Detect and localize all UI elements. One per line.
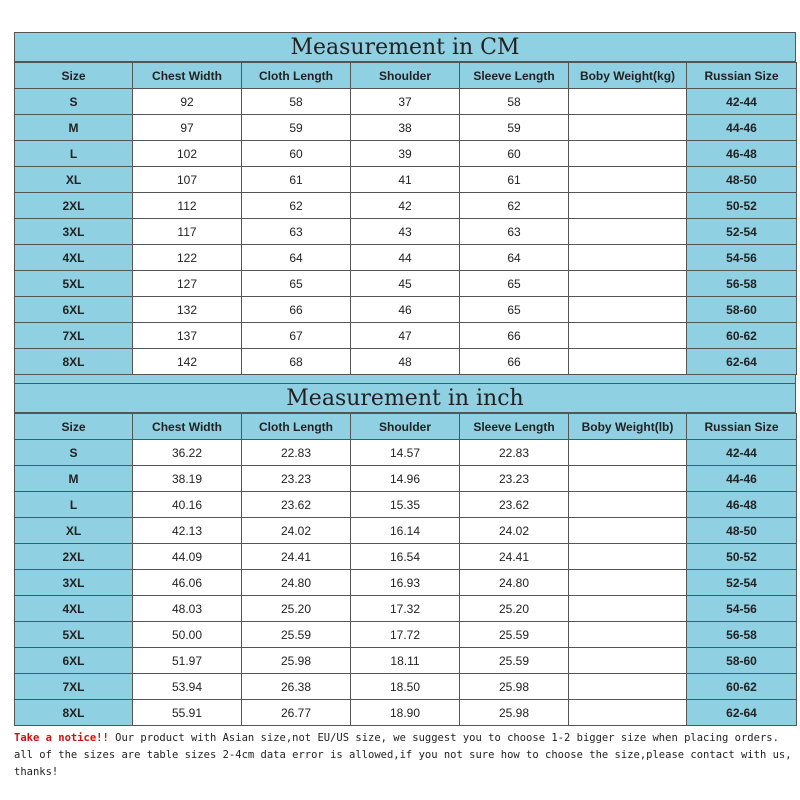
measurement-cell: 107 (133, 167, 242, 193)
measurement-cell: 64 (242, 245, 351, 271)
measurement-cell: 24.80 (242, 570, 351, 596)
column-header: Boby Weight(lb) (569, 414, 687, 440)
measurement-cell: 65 (242, 271, 351, 297)
measurement-cell: 38.19 (133, 466, 242, 492)
measurement-cell: 66 (242, 297, 351, 323)
measurement-cell: 127 (133, 271, 242, 297)
russian-size-cell: 58-60 (687, 648, 797, 674)
size-notice (14, 730, 796, 781)
measurement-cell: 122 (133, 245, 242, 271)
measurement-cell (569, 297, 687, 323)
measurement-cell (569, 271, 687, 297)
measurement-cell: 39 (351, 141, 460, 167)
measurement-cell: 26.77 (242, 700, 351, 726)
measurement-cell (569, 492, 687, 518)
measurement-cell: 112 (133, 193, 242, 219)
measurement-cell: 24.80 (460, 570, 569, 596)
measurement-cell: 63 (242, 219, 351, 245)
measurement-cell: 48.03 (133, 596, 242, 622)
measurement-cell (569, 349, 687, 375)
measurement-cell: 65 (460, 271, 569, 297)
measurement-cell (569, 674, 687, 700)
measurement-cell: 24.02 (460, 518, 569, 544)
measurement-cell: 68 (242, 349, 351, 375)
size-cell: 5XL (15, 271, 133, 297)
measurement-cell: 60 (242, 141, 351, 167)
measurement-cell: 15.35 (351, 492, 460, 518)
russian-size-cell: 42-44 (687, 440, 797, 466)
column-header: Boby Weight(kg) (569, 63, 687, 89)
measurement-cell: 60 (460, 141, 569, 167)
russian-size-cell: 60-62 (687, 323, 797, 349)
measurement-cell (569, 440, 687, 466)
measurement-cell: 53.94 (133, 674, 242, 700)
size-cell: M (15, 466, 133, 492)
measurement-cell: 64 (460, 245, 569, 271)
column-header: Shoulder (351, 414, 460, 440)
table-row (15, 219, 797, 245)
measurement-cell: 25.20 (460, 596, 569, 622)
measurement-cell: 65 (460, 297, 569, 323)
table-row (15, 466, 797, 492)
measurement-cell: 50.00 (133, 622, 242, 648)
measurement-cell (569, 219, 687, 245)
russian-size-cell: 44-46 (687, 466, 797, 492)
measurement-cell: 63 (460, 219, 569, 245)
measurement-cell: 22.83 (242, 440, 351, 466)
size-chart (14, 32, 796, 781)
measurement-cell (569, 167, 687, 193)
table-row (15, 349, 797, 375)
size-cell: 3XL (15, 219, 133, 245)
measurement-cell: 26.38 (242, 674, 351, 700)
column-header: Russian Size (687, 63, 797, 89)
measurement-cell: 142 (133, 349, 242, 375)
russian-size-cell: 48-50 (687, 518, 797, 544)
measurement-cell: 23.62 (460, 492, 569, 518)
column-header: Size (15, 414, 133, 440)
measurement-cell: 18.90 (351, 700, 460, 726)
measurement-cell: 46 (351, 297, 460, 323)
table-row (15, 518, 797, 544)
measurement-cell: 25.59 (242, 622, 351, 648)
measurement-cell: 14.57 (351, 440, 460, 466)
table-row (15, 596, 797, 622)
measurement-cell: 58 (242, 89, 351, 115)
measurement-cell: 117 (133, 219, 242, 245)
table-row (15, 115, 797, 141)
measurement-cell (569, 89, 687, 115)
size-cell: 6XL (15, 648, 133, 674)
column-header: Sleeve Length (460, 414, 569, 440)
measurement-cell (569, 193, 687, 219)
measurement-cell: 46.06 (133, 570, 242, 596)
size-cell: L (15, 141, 133, 167)
measurement-cell: 67 (242, 323, 351, 349)
measurement-cell: 24.41 (242, 544, 351, 570)
size-cell: S (15, 89, 133, 115)
table-row (15, 89, 797, 115)
table-row (15, 648, 797, 674)
measurement-cell: 45 (351, 271, 460, 297)
measurement-cell: 38 (351, 115, 460, 141)
russian-size-cell: 50-52 (687, 193, 797, 219)
cm-header-row (15, 63, 797, 89)
size-cell: XL (15, 167, 133, 193)
measurement-cell: 25.59 (460, 648, 569, 674)
table-row (15, 245, 797, 271)
measurement-cell: 42 (351, 193, 460, 219)
russian-size-cell: 42-44 (687, 89, 797, 115)
column-header: Chest Width (133, 63, 242, 89)
column-header: Cloth Length (242, 414, 351, 440)
measurement-cell: 61 (460, 167, 569, 193)
measurement-cell: 43 (351, 219, 460, 245)
column-header: Size (15, 63, 133, 89)
measurement-cell: 16.93 (351, 570, 460, 596)
measurement-cell (569, 700, 687, 726)
cm-size-table (14, 62, 797, 375)
size-cell: 4XL (15, 596, 133, 622)
measurement-cell: 66 (460, 349, 569, 375)
measurement-cell: 59 (242, 115, 351, 141)
table-row (15, 440, 797, 466)
table-row (15, 193, 797, 219)
measurement-cell: 51.97 (133, 648, 242, 674)
size-cell: 5XL (15, 622, 133, 648)
measurement-cell (569, 648, 687, 674)
measurement-cell: 44.09 (133, 544, 242, 570)
measurement-cell: 47 (351, 323, 460, 349)
measurement-cell: 137 (133, 323, 242, 349)
table-row (15, 700, 797, 726)
cm-section-title: Measurement in CM (14, 32, 796, 62)
measurement-cell: 17.72 (351, 622, 460, 648)
measurement-cell: 58 (460, 89, 569, 115)
measurement-cell: 40.16 (133, 492, 242, 518)
table-row (15, 141, 797, 167)
measurement-cell: 18.11 (351, 648, 460, 674)
russian-size-cell: 46-48 (687, 141, 797, 167)
column-header: Russian Size (687, 414, 797, 440)
measurement-cell: 16.14 (351, 518, 460, 544)
notice-lead: Take a notice!! (14, 732, 109, 744)
cm-table-body (15, 89, 797, 375)
table-row (15, 674, 797, 700)
measurement-cell: 41 (351, 167, 460, 193)
measurement-cell: 37 (351, 89, 460, 115)
measurement-cell: 25.59 (460, 622, 569, 648)
measurement-cell (569, 323, 687, 349)
table-row (15, 622, 797, 648)
measurement-cell: 44 (351, 245, 460, 271)
measurement-cell: 55.91 (133, 700, 242, 726)
measurement-cell: 59 (460, 115, 569, 141)
column-header: Shoulder (351, 63, 460, 89)
russian-size-cell: 50-52 (687, 544, 797, 570)
russian-size-cell: 52-54 (687, 219, 797, 245)
measurement-cell: 24.41 (460, 544, 569, 570)
measurement-cell: 132 (133, 297, 242, 323)
measurement-cell: 17.32 (351, 596, 460, 622)
russian-size-cell: 46-48 (687, 492, 797, 518)
russian-size-cell: 60-62 (687, 674, 797, 700)
measurement-cell: 36.22 (133, 440, 242, 466)
measurement-cell: 23.23 (460, 466, 569, 492)
russian-size-cell: 62-64 (687, 700, 797, 726)
measurement-cell (569, 141, 687, 167)
table-row (15, 297, 797, 323)
measurement-cell: 23.23 (242, 466, 351, 492)
measurement-cell: 18.50 (351, 674, 460, 700)
column-header: Chest Width (133, 414, 242, 440)
russian-size-cell: 62-64 (687, 349, 797, 375)
size-cell: 8XL (15, 349, 133, 375)
size-cell: XL (15, 518, 133, 544)
russian-size-cell: 56-58 (687, 622, 797, 648)
inch-size-table (14, 413, 797, 726)
table-row (15, 570, 797, 596)
measurement-cell (569, 596, 687, 622)
notice-text: Our product with Asian size,not EU/US size, we suggest you to choose 1-2 bigger size when placing orders. all of the sizes are table sizes 2-4cm data error is allowed,if you not sure how to choose the size,please contact with us, thanks! (14, 732, 792, 778)
inch-section-title: Measurement in inch (14, 383, 796, 413)
russian-size-cell: 44-46 (687, 115, 797, 141)
measurement-cell: 62 (460, 193, 569, 219)
table-row (15, 492, 797, 518)
measurement-cell: 23.62 (242, 492, 351, 518)
measurement-cell (569, 622, 687, 648)
russian-size-cell: 56-58 (687, 271, 797, 297)
measurement-cell: 25.98 (460, 674, 569, 700)
measurement-cell (569, 245, 687, 271)
inch-table-body (15, 440, 797, 726)
measurement-cell (569, 115, 687, 141)
russian-size-cell: 58-60 (687, 297, 797, 323)
measurement-cell: 66 (460, 323, 569, 349)
size-cell: 7XL (15, 323, 133, 349)
measurement-cell: 97 (133, 115, 242, 141)
size-cell: 6XL (15, 297, 133, 323)
inch-header-row (15, 414, 797, 440)
russian-size-cell: 54-56 (687, 245, 797, 271)
measurement-cell: 25.20 (242, 596, 351, 622)
measurement-cell: 25.98 (460, 700, 569, 726)
measurement-cell (569, 570, 687, 596)
size-cell: 7XL (15, 674, 133, 700)
measurement-cell (569, 518, 687, 544)
size-cell: 3XL (15, 570, 133, 596)
measurement-cell: 14.96 (351, 466, 460, 492)
russian-size-cell: 54-56 (687, 596, 797, 622)
measurement-cell: 62 (242, 193, 351, 219)
section-divider (14, 375, 796, 383)
measurement-cell: 25.98 (242, 648, 351, 674)
measurement-cell: 92 (133, 89, 242, 115)
column-header: Sleeve Length (460, 63, 569, 89)
size-cell: 2XL (15, 193, 133, 219)
measurement-cell: 24.02 (242, 518, 351, 544)
measurement-cell: 102 (133, 141, 242, 167)
column-header: Cloth Length (242, 63, 351, 89)
table-row (15, 271, 797, 297)
measurement-cell (569, 466, 687, 492)
russian-size-cell: 52-54 (687, 570, 797, 596)
size-cell: M (15, 115, 133, 141)
russian-size-cell: 48-50 (687, 167, 797, 193)
size-cell: 8XL (15, 700, 133, 726)
measurement-cell: 61 (242, 167, 351, 193)
size-cell: S (15, 440, 133, 466)
measurement-cell (569, 544, 687, 570)
measurement-cell: 16.54 (351, 544, 460, 570)
table-row (15, 167, 797, 193)
size-cell: 2XL (15, 544, 133, 570)
measurement-cell: 42.13 (133, 518, 242, 544)
size-cell: 4XL (15, 245, 133, 271)
measurement-cell: 22.83 (460, 440, 569, 466)
size-cell: L (15, 492, 133, 518)
table-row (15, 544, 797, 570)
table-row (15, 323, 797, 349)
measurement-cell: 48 (351, 349, 460, 375)
